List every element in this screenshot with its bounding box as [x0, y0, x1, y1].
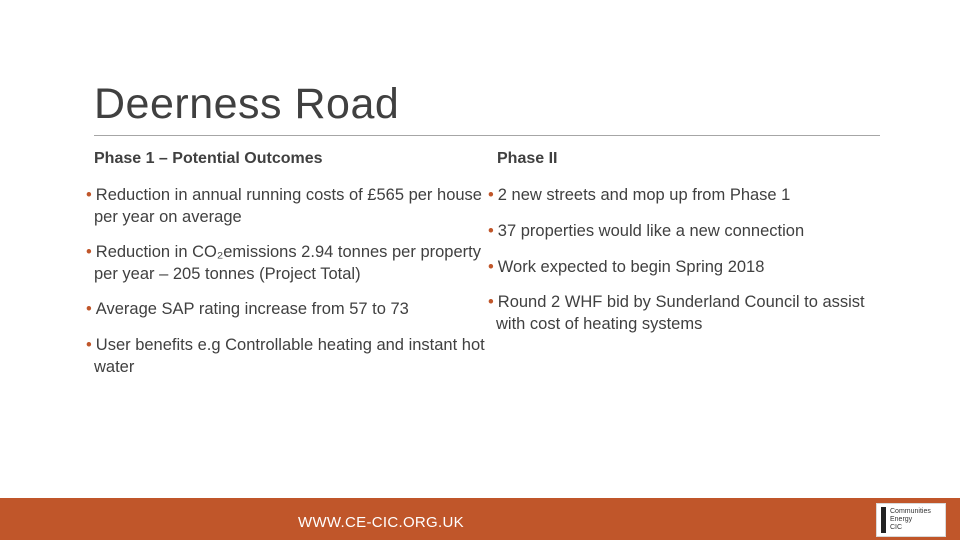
logo-line: CIC — [890, 524, 903, 531]
bullet-text: User benefits e.g Controllable heating and instant hot water — [94, 336, 485, 376]
title-divider — [94, 135, 880, 136]
footer-bar — [0, 498, 960, 540]
list-item — [86, 184, 489, 228]
list-item — [86, 334, 489, 378]
bullet-icon: • — [488, 222, 494, 240]
list-item — [488, 184, 876, 206]
phase-1-heading: Phase 1 – Potential Outcomes — [94, 150, 323, 167]
bullet-text: Work expected to begin Spring 2018 — [497, 258, 765, 276]
bullet-icon: • — [488, 186, 494, 204]
logo-line: Energy — [890, 516, 913, 523]
phase-2-heading: Phase II — [497, 150, 558, 167]
bullet-icon: • — [488, 293, 494, 311]
bullet-text: 37 properties would like a new connection — [497, 222, 805, 240]
logo-line: Communities — [890, 508, 931, 515]
bullet-text: Reduction in annual running costs of £565 per house per year on average — [94, 186, 482, 226]
logo-mark-icon — [881, 507, 886, 533]
website-link[interactable]: WWW.CE-CIC.ORG.UK — [298, 514, 464, 531]
bullet-text: Round 2 WHF bid by Sunderland Council to assist with cost of heating systems — [496, 293, 865, 333]
bullet-text: Reduction in CO₂emissions 2.94 tonnes per property per year – 205 tonnes (Project Total) — [94, 243, 481, 283]
bullet-icon: • — [86, 336, 92, 354]
bullet-text: Average SAP rating increase from 57 to 73 — [95, 300, 409, 318]
bullet-icon: • — [86, 243, 92, 261]
logo-text — [890, 504, 931, 536]
bullet-icon: • — [86, 186, 92, 204]
bullet-text: 2 new streets and mop up from Phase 1 — [497, 186, 791, 204]
slide-title: Deerness Road — [94, 80, 400, 128]
list-item — [488, 256, 876, 278]
list-item — [86, 241, 489, 285]
list-item — [488, 291, 876, 335]
list-item — [86, 298, 489, 320]
list-item — [488, 220, 876, 242]
bullet-icon: • — [86, 300, 92, 318]
bullet-icon: • — [488, 258, 494, 276]
company-logo — [876, 503, 946, 537]
